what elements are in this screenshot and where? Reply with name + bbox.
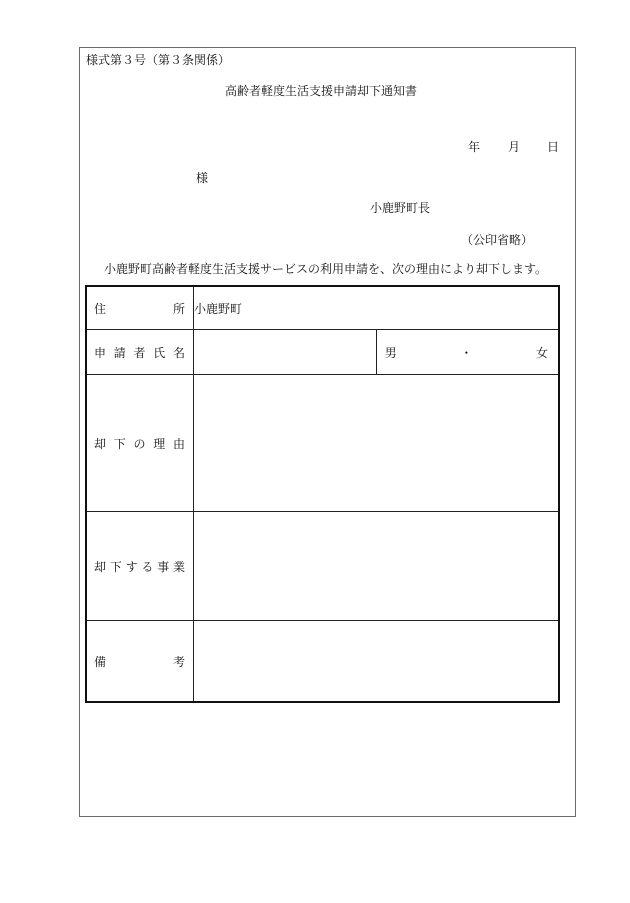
address-label-char: 住 [94, 301, 107, 316]
remarks-label-cell [86, 621, 194, 703]
sex-selection-cell[interactable] [376, 330, 559, 375]
applicant-label-char: 名 [172, 345, 185, 360]
service-label-char: 業 [172, 559, 185, 574]
applicant-name-value[interactable] [194, 330, 377, 375]
sex-option-female[interactable]: 女 [535, 345, 548, 360]
application-table [85, 285, 560, 703]
service-label-char: る [141, 559, 154, 574]
reason-label-char: 却 [94, 436, 107, 451]
table-row-applicant [86, 330, 559, 375]
table-row-address [86, 286, 559, 330]
table-row-service [86, 512, 559, 621]
remarks-value[interactable] [194, 621, 560, 703]
issuer-name: 小鹿野町長 [370, 201, 431, 215]
table-row-reason [86, 375, 559, 512]
address-value[interactable]: 小鹿野町 [194, 286, 560, 330]
service-value[interactable] [194, 512, 560, 621]
form-number: 様式第３号（第３条関係） [86, 53, 231, 67]
date-line [468, 140, 559, 154]
remarks-label-char: 備 [94, 654, 107, 669]
address-label-cell [86, 286, 194, 330]
reason-label-char: の [133, 436, 146, 451]
seal-note: （公印省略） [461, 233, 534, 247]
reason-label-cell [86, 375, 194, 512]
address-label-char: 所 [172, 301, 185, 316]
applicant-label-char: 者 [133, 345, 146, 360]
addressee-suffix: 様 [196, 171, 209, 185]
document-title: 高齢者軽度生活支援申請却下通知書 [225, 84, 418, 98]
date-day-label: 日 [547, 140, 560, 154]
date-year-label: 年 [468, 140, 481, 154]
reason-value[interactable] [194, 375, 560, 512]
sex-option-male[interactable]: 男 [384, 345, 397, 360]
table-row-remarks [86, 621, 559, 703]
remarks-label-char: 考 [172, 654, 185, 669]
service-label-char: 却 [94, 559, 107, 574]
applicant-label-char: 請 [113, 345, 126, 360]
date-month-label: 月 [508, 140, 521, 154]
service-label-cell [86, 512, 194, 621]
applicant-label-cell [86, 330, 194, 375]
service-label-char: 下 [109, 559, 122, 574]
service-label-char: す [125, 559, 138, 574]
applicant-label-char: 申 [94, 345, 107, 360]
reason-label-char: 下 [113, 436, 126, 451]
reason-label-char: 理 [153, 436, 166, 451]
reason-label-char: 由 [172, 436, 185, 451]
sex-separator: ・ [460, 345, 473, 360]
applicant-label-char: 氏 [153, 345, 166, 360]
rejection-statement: 小鹿野町高齢者軽度生活支援サービスの利用申請を、次の理由により却下します。 [104, 262, 548, 276]
service-label-char: 事 [157, 559, 170, 574]
